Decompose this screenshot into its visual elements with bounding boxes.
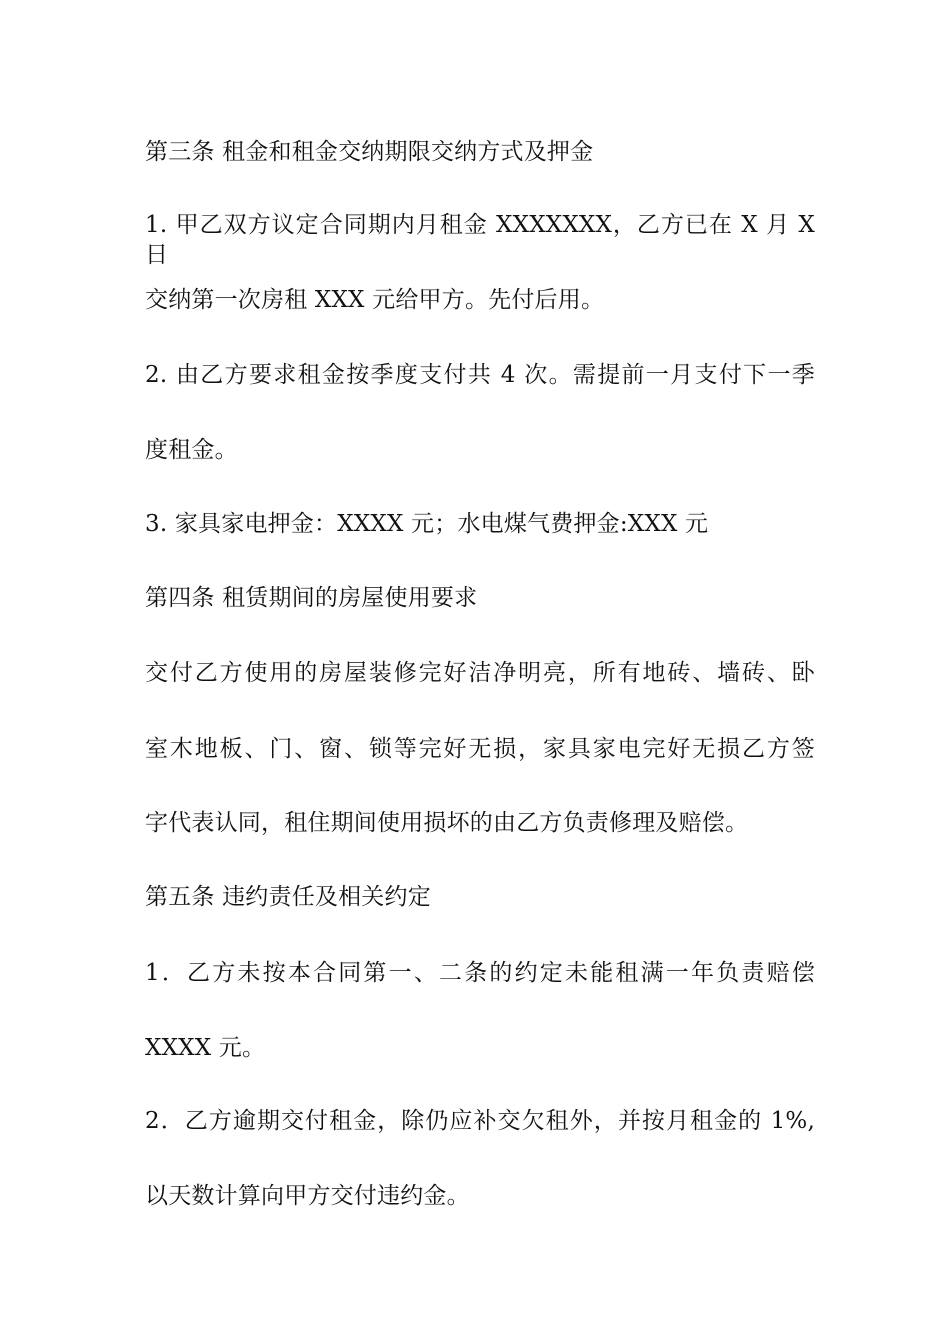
article-4-paragraph-line-3: 字代表认同，租住期间使用损坏的由乙方负责修理及赔偿。 <box>145 810 749 836</box>
article-4-heading: 第四条 租赁期间的房屋使用要求 <box>145 585 478 611</box>
article-3-item-2-line-2: 度租金。 <box>145 437 238 463</box>
article-3-item-1-line-1: 1. 甲乙双方议定合同期内月租金 XXXXXXX，乙方已在 X 月 X 日 <box>145 212 815 268</box>
article-5-item-2-line-2: 以天数计算向甲方交付违约金。 <box>145 1183 470 1209</box>
article-5-item-2-line-1: 2．乙方逾期交付租金，除仍应补交欠租外，并按月租金的 1%, <box>145 1108 815 1134</box>
article-5-item-1-line-1: 1．乙方未按本合同第一、二条的约定未能租满一年负责赔偿 <box>145 960 815 986</box>
article-3-item-1-line-2: 交纳第一次房租 XXX 元给甲方。先付后用。 <box>145 287 605 313</box>
article-5-heading: 第五条 违约责任及相关约定 <box>145 884 431 910</box>
article-4-paragraph-line-1: 交付乙方使用的房屋装修完好洁净明亮，所有地砖、墙砖、卧 <box>145 660 815 686</box>
article-4-paragraph-line-2: 室木地板、门、窗、锁等完好无损，家具家电完好无损乙方签 <box>145 736 815 762</box>
article-3-heading: 第三条 租金和租金交纳期限交纳方式及押金 <box>145 139 594 165</box>
article-5-item-1-line-2: XXXX 元。 <box>145 1035 266 1061</box>
article-3-item-3: 3. 家具家电押金：XXXX 元；水电煤气费押金:XXX 元 <box>145 511 709 537</box>
article-3-item-2-line-1: 2. 由乙方要求租金按季度支付共 4 次。需提前一月支付下一季 <box>145 362 815 388</box>
